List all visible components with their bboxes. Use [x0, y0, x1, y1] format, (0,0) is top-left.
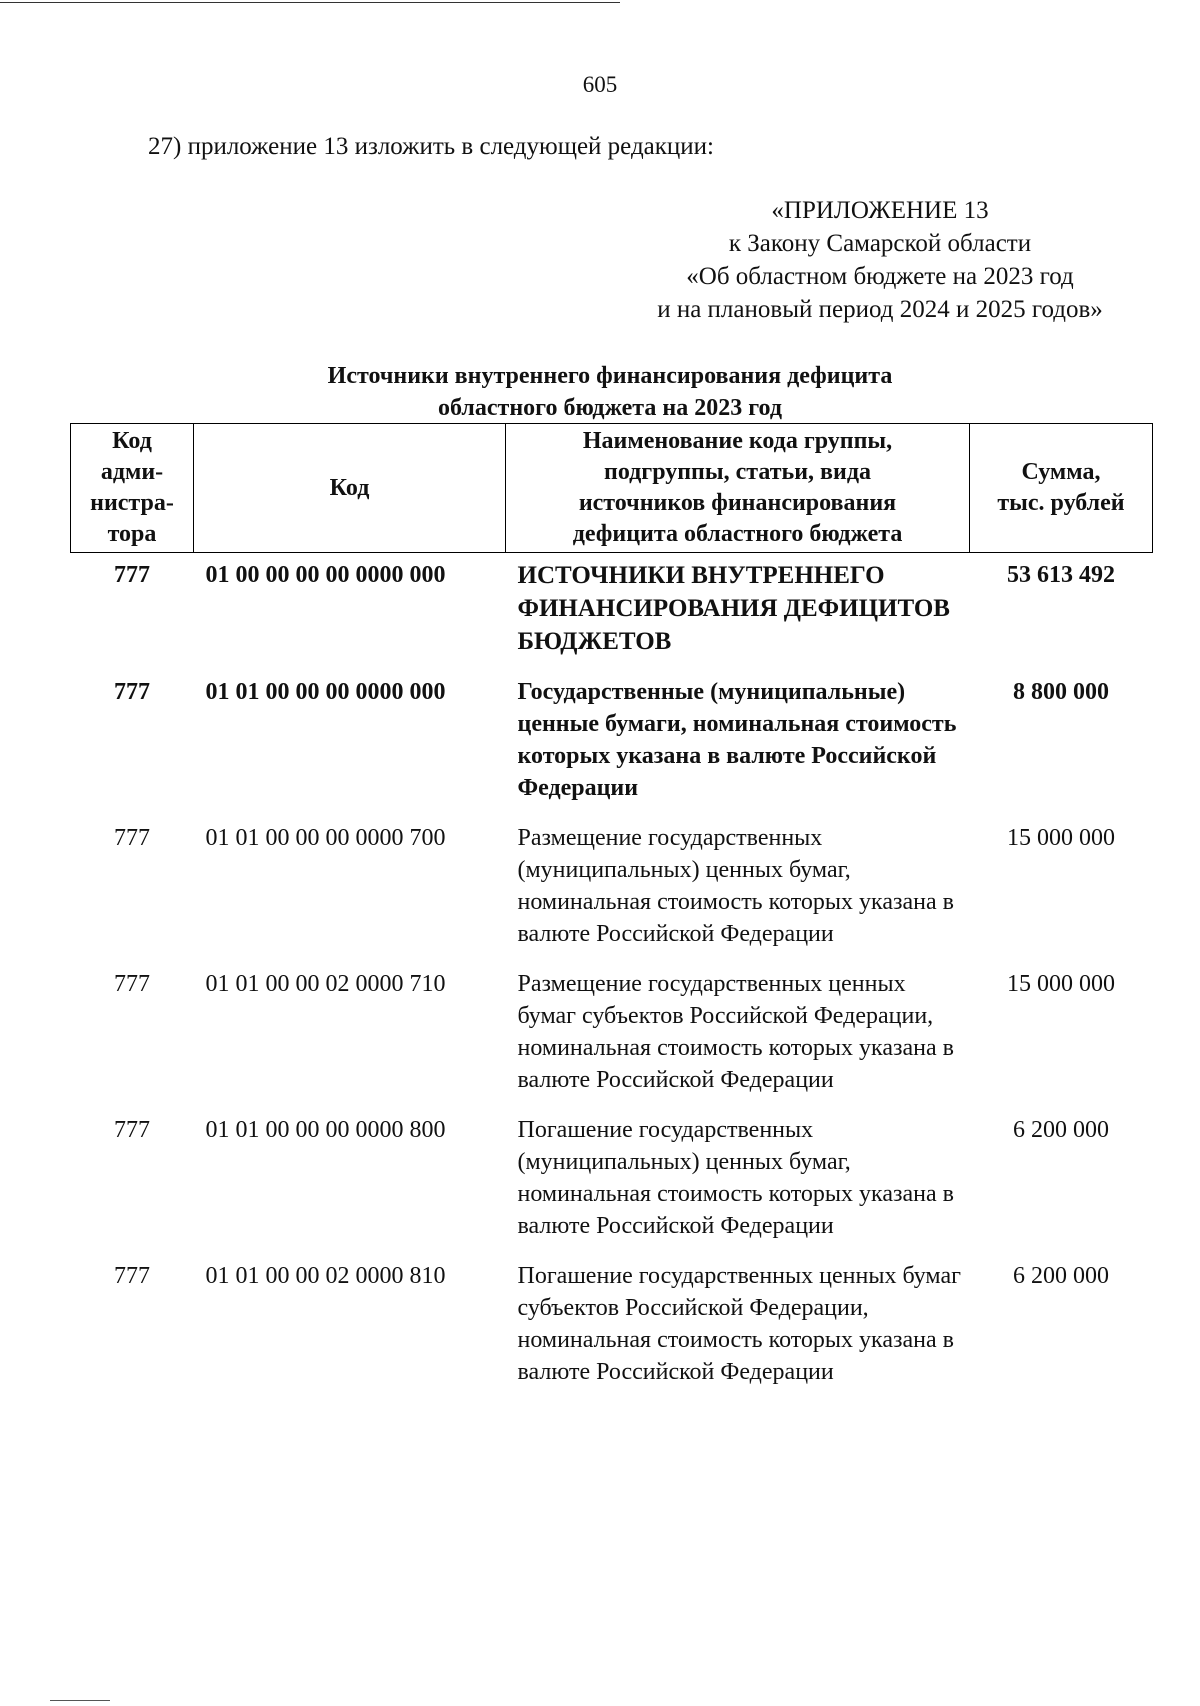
amount-cell: 15 000 000	[1007, 825, 1115, 851]
scan-top-rule	[0, 2, 620, 3]
table-row	[71, 1108, 1153, 1254]
admin-code-cell: 777	[114, 1117, 150, 1143]
table-title-line: областного бюджета на 2023 год	[438, 395, 782, 421]
budget-code-cell: 01 01 00 00 00 0000 700	[205, 825, 446, 851]
admin-code-cell: 777	[114, 1263, 150, 1289]
appendix-line: «Об областном бюджете на 2023 год	[686, 263, 1074, 290]
table-row	[71, 962, 1153, 1108]
budget-code-cell: 01 00 00 00 00 0000 000	[205, 562, 446, 588]
header-code: Код	[194, 424, 506, 553]
table-title	[200, 360, 1020, 424]
budget-code-cell: 01 01 00 00 02 0000 810	[205, 1263, 446, 1289]
header-sum: Сумма, тыс. рублей	[970, 424, 1153, 553]
page-number: 605	[582, 72, 618, 97]
scan-bottom-mark	[50, 1700, 110, 1701]
table-row	[71, 816, 1153, 962]
appendix-line: «ПРИЛОЖЕНИЕ 13	[771, 197, 989, 224]
table-title-line: Источники внутреннего финансирования дефицита	[327, 363, 893, 389]
appendix-header	[600, 194, 1160, 326]
appendix-line: и на плановый период 2024 и 2025 годов»	[657, 296, 1103, 323]
header-name: Наименование кода группы, подгруппы, статьи, вида источников финансирования дефицита областного бюджета	[506, 424, 970, 553]
admin-code-cell: 777	[114, 679, 150, 705]
amount-cell: 53 613 492	[1007, 562, 1115, 588]
source-name-cell: Погашение государственных (муниципальных) ценных бумаг, номинальная стоимость которых указана в валюте Российской Федерации	[517, 1117, 954, 1239]
source-name-cell: Государственные (муниципальные) ценные бумаги, номинальная стоимость которых указана в валюте Российской Федерации	[517, 679, 957, 801]
table-row	[71, 553, 1153, 671]
budget-code-cell: 01 01 00 00 00 0000 800	[205, 1117, 446, 1143]
amendment-intro: 27) приложение 13 изложить в следующей редакции:	[148, 133, 714, 160]
table-row	[71, 670, 1153, 816]
source-name-cell: Размещение государственных ценных бумаг субъектов Российской Федерации, номинальная стоимость которых указана в валюте Российской Федерации	[517, 971, 954, 1093]
budget-code-cell: 01 01 00 00 00 0000 000	[205, 679, 446, 705]
table-row	[71, 1254, 1153, 1400]
source-name-cell: Размещение государственных (муниципальных) ценных бумаг, номинальная стоимость которых указана в валюте Российской Федерации	[517, 825, 954, 947]
amount-cell: 6 200 000	[1013, 1263, 1109, 1289]
amount-cell: 6 200 000	[1013, 1117, 1109, 1143]
header-admin-code: Код адми- нистра- тора	[71, 424, 194, 553]
table-header-row	[71, 424, 1153, 553]
admin-code-cell: 777	[114, 825, 150, 851]
table-body	[71, 553, 1153, 1401]
appendix-line: к Закону Самарской области	[728, 230, 1032, 257]
amount-cell: 15 000 000	[1007, 971, 1115, 997]
budget-code-cell: 01 01 00 00 02 0000 710	[205, 971, 446, 997]
financing-sources-table	[70, 423, 1153, 1400]
source-name-cell: Погашение государственных ценных бумаг субъектов Российской Федерации, номинальная стоимость которых указана в валюте Российской Федерации	[517, 1263, 961, 1385]
admin-code-cell: 777	[114, 971, 150, 997]
amount-cell: 8 800 000	[1013, 679, 1109, 705]
admin-code-cell: 777	[114, 562, 150, 588]
source-name-cell: ИСТОЧНИКИ ВНУТРЕННЕГО ФИНАНСИРОВАНИЯ ДЕФИЦИТОВ БЮДЖЕТОВ	[517, 562, 950, 655]
